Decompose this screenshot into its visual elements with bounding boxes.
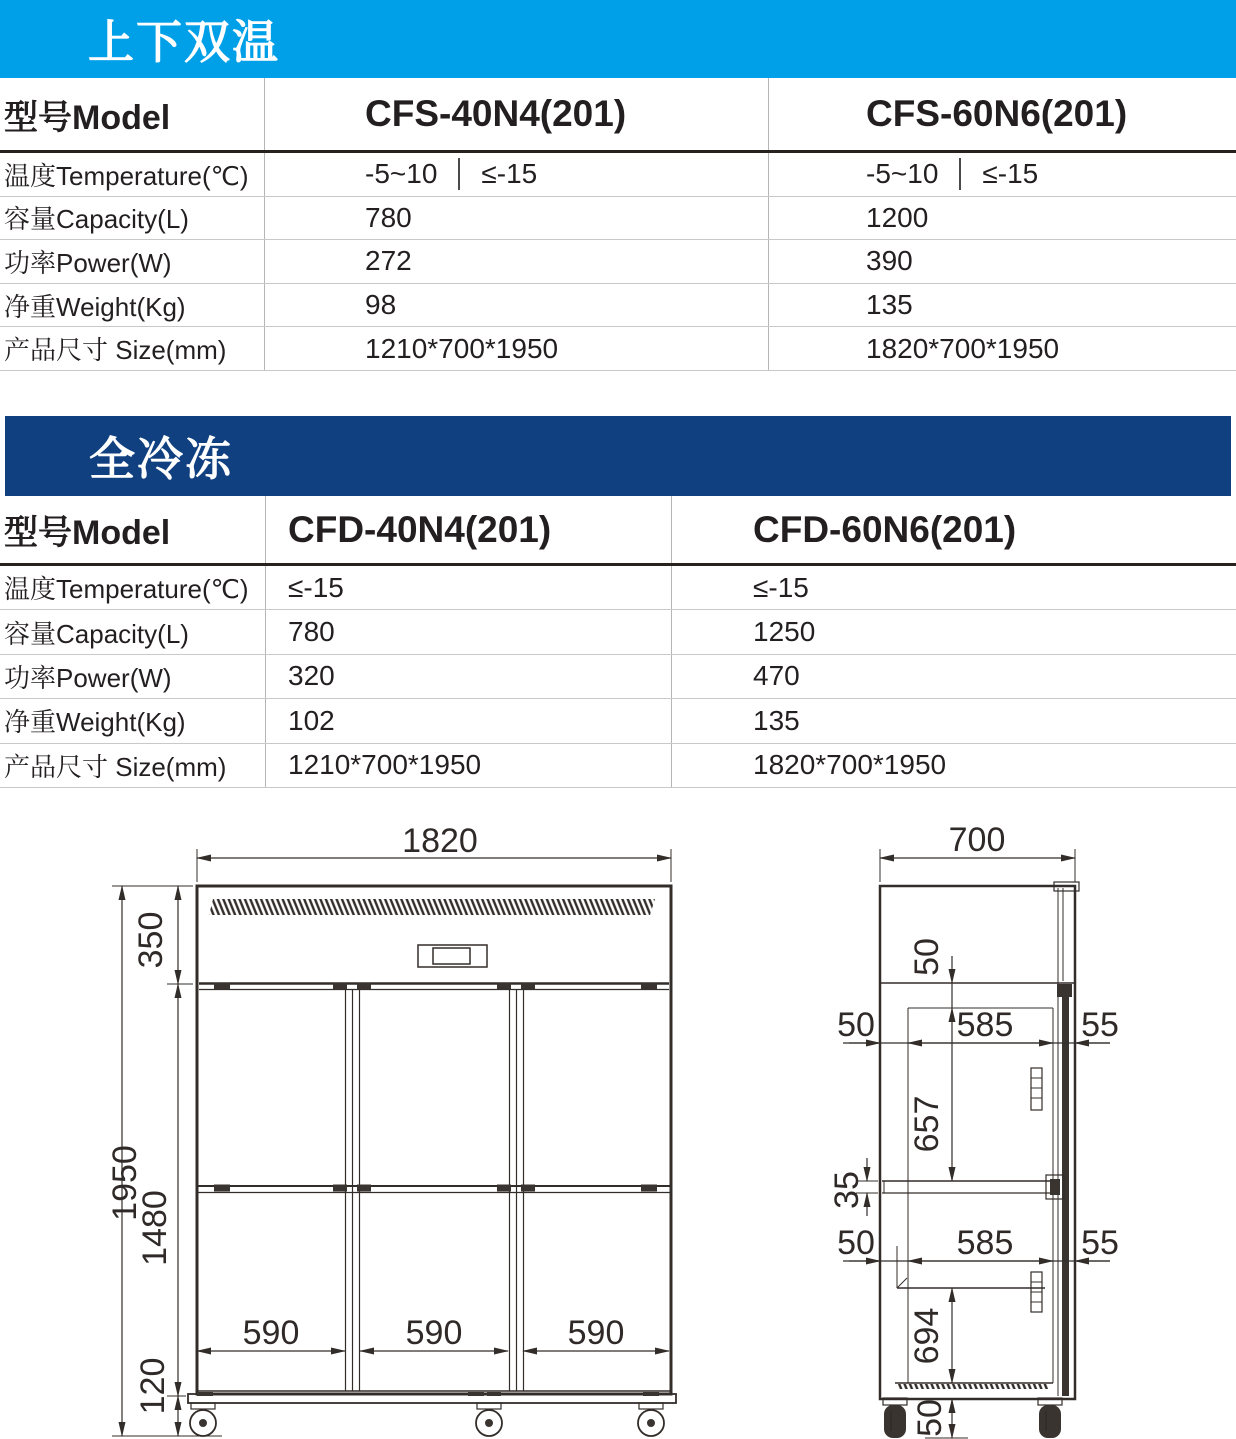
table1-row-size: [0, 327, 1236, 371]
spec-table-full-freeze: [0, 496, 1236, 788]
table1-row-capacity: [0, 197, 1236, 241]
table2-row-size: [0, 744, 1236, 788]
row-label: 产品尺寸 Size(mm): [4, 335, 227, 366]
dim-front-door-height: 1480: [136, 1190, 174, 1266]
control-panel-display: [433, 948, 470, 964]
dim-front-base-height: 120: [134, 1357, 172, 1415]
table1-header-row: [0, 78, 1236, 153]
row-label: 温度Temperature(℃): [4, 160, 249, 191]
table2-row-temperature: [0, 566, 1236, 610]
row-label: 温度Temperature(℃): [4, 574, 249, 605]
spec-table-dual-temp: [0, 78, 1236, 371]
table2-row-capacity: [0, 610, 1236, 654]
dim-top-inner-gap: 50: [908, 938, 946, 976]
value-cell: 1820*700*1950: [768, 327, 1236, 370]
caster-side-front: [1038, 1398, 1062, 1438]
value-divider: [458, 158, 460, 190]
banner-dual-temp: [0, 0, 1236, 78]
value-cell: 1250: [671, 610, 1236, 653]
dim-upper-height: 657: [908, 1095, 946, 1153]
value-cell: 1210*700*1950: [265, 744, 671, 787]
dim-door-width-1: 590: [242, 1314, 300, 1352]
technical-drawing: [0, 801, 1236, 1439]
temp-zone-1: -5~10: [866, 158, 939, 190]
table2-model-1: CFD-40N4(201): [265, 496, 671, 563]
banner-full-freeze-label: 全冷冻: [89, 433, 233, 485]
door-panel-side: [1062, 997, 1069, 1396]
table1-model-header: 型号Model: [4, 98, 171, 137]
table1-row-temperature: [0, 153, 1236, 197]
dim-door-width-3: 590: [567, 1314, 625, 1352]
table2-header-row: [0, 496, 1236, 566]
value-cell: 135: [768, 284, 1236, 327]
dim-upper-left-inset: 50: [837, 1006, 875, 1044]
caster-side-back: [883, 1398, 907, 1438]
temp-zone-2: ≤-15: [982, 158, 1039, 190]
temp-zone-1: -5~10: [365, 158, 438, 190]
dim-lower-right-inset: 55: [1081, 1224, 1119, 1262]
dim-front-total-height: 1950: [106, 1145, 144, 1221]
door-lock-lower: [1031, 1272, 1042, 1312]
caster-front-right: [638, 1403, 664, 1436]
row-label: 功率Power(W): [4, 662, 172, 693]
dim-door-width-2: 590: [405, 1314, 463, 1352]
table1-row-power: [0, 240, 1236, 284]
caster-front-left: [190, 1403, 216, 1436]
dim-lower-inner-width: 585: [956, 1224, 1014, 1262]
dim-side-depth: 700: [948, 821, 1006, 859]
side-view-drawing: [828, 821, 1119, 1438]
row-label: 功率Power(W): [4, 247, 172, 278]
value-cell: ≤-15: [671, 566, 1236, 609]
value-cell: 780: [265, 610, 671, 653]
table2-model-2: CFD-60N6(201): [671, 496, 1236, 563]
table2-model-header: 型号Model: [4, 514, 171, 552]
dim-upper-inner-width: 585: [956, 1006, 1014, 1044]
temp-zone-2: ≤-15: [481, 158, 538, 190]
front-view-drawing: [106, 822, 676, 1436]
table1-model-2: CFS-60N6(201): [768, 78, 1236, 150]
table1-model-1: CFS-40N4(201): [264, 78, 768, 150]
vent-grille: [209, 899, 655, 915]
table1-row-weight: [0, 284, 1236, 328]
caster-front-center: [476, 1403, 502, 1436]
table2-body: [0, 566, 1236, 788]
door-lock-upper: [1031, 1068, 1042, 1110]
value-cell: ≤-15: [265, 566, 671, 609]
dim-lower-height: 694: [908, 1307, 946, 1365]
value-cell: 135: [671, 699, 1236, 742]
row-label: 容量Capacity(L): [4, 618, 189, 649]
value-cell: 102: [265, 699, 671, 742]
banner-full-freeze: [5, 416, 1231, 496]
dim-shelf-thickness: 35: [828, 1171, 866, 1209]
value-divider: [959, 158, 961, 190]
value-cell: 320: [265, 655, 671, 698]
row-label: 产品尺寸 Size(mm): [4, 751, 227, 782]
temperature-cell: [264, 153, 768, 196]
temperature-cell: [768, 153, 1236, 196]
value-cell: 1820*700*1950: [671, 744, 1236, 787]
dim-caster-height: 50: [911, 1399, 949, 1437]
value-cell: 272: [264, 240, 768, 283]
value-cell: 390: [768, 240, 1236, 283]
banner-dual-temp-label: 上下双温: [88, 16, 280, 68]
table2-row-power: [0, 655, 1236, 699]
value-cell: 1210*700*1950: [264, 327, 768, 370]
dim-front-width: 1820: [402, 822, 478, 860]
value-cell: 1200: [768, 197, 1236, 240]
value-cell: 470: [671, 655, 1236, 698]
dim-front-top-height: 350: [132, 911, 170, 969]
row-label: 净重Weight(Kg): [4, 291, 186, 322]
value-cell: 780: [264, 197, 768, 240]
table1-body: [0, 153, 1236, 371]
row-label: 净重Weight(Kg): [4, 707, 186, 738]
table2-row-weight: [0, 699, 1236, 743]
dim-lower-left-inset: 50: [837, 1224, 875, 1262]
dim-upper-right-inset: 55: [1081, 1006, 1119, 1044]
value-cell: 98: [264, 284, 768, 327]
row-label: 容量Capacity(L): [4, 204, 189, 235]
